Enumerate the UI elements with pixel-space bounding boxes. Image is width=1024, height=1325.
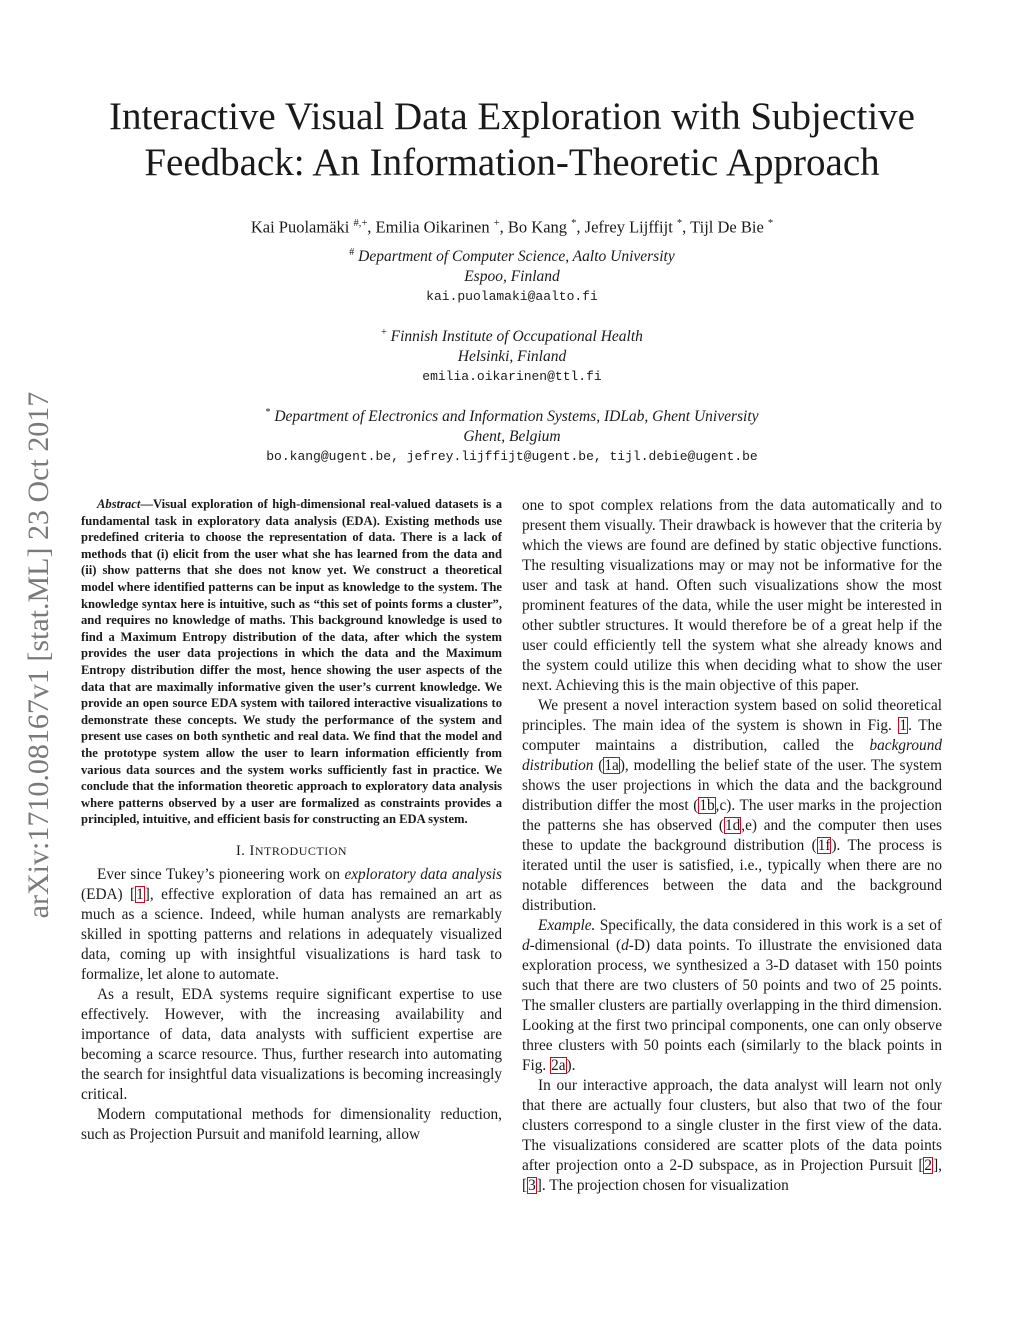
text-span: ], [: [522, 1157, 942, 1194]
affiliation-email[interactable]: kai.puolamaki@aalto.fi: [426, 289, 598, 305]
affiliation-department: Department of Computer Science, Aalto University: [358, 248, 675, 266]
figure-link[interactable]: 1f: [817, 837, 831, 854]
author-mark: #,+: [353, 218, 368, 229]
text-span: (: [593, 757, 604, 774]
text-span: Ever since Tukey’s pioneering work on: [97, 865, 345, 883]
affiliation-block: [60, 323, 964, 387]
text-span: ,c). The user marks in the projection the patterns she has observed (: [522, 797, 942, 834]
affiliation-place: Espoo, Finland: [464, 268, 560, 286]
affiliation-mark: +: [381, 327, 387, 338]
intro-paragraph: [81, 865, 502, 985]
author-mark: +: [493, 218, 500, 229]
arxiv-identifier: arXiv:1710.08167v1 [stat.ML] 23 Oct 2017: [22, 391, 55, 919]
abstract-lead: Abstract: [97, 497, 141, 511]
citation-link[interactable]: 1: [136, 885, 144, 903]
text-span: ).: [566, 1057, 576, 1074]
emphasis-text: exploratory data analysis: [344, 865, 502, 883]
author-name: Tijl De Bie: [690, 217, 764, 237]
text-span: -D) data points. To illustrate the envisioned data exploration process, we synthesized a 3-D dataset with 150 points such that there are two clusters of 50 points and two of 25 points. The smaller clusters are partially overlapping in the third dimension. Looking at the first two principal components, one can only observe three clusters with 50 points each (similarly to the black points in Fig.: [522, 937, 942, 1074]
intro-paragraph: Modern computational methods for dimensionality reduction, such as Projection Pursuit and manifold learning, allow: [81, 1105, 502, 1143]
text-span: ), modelling the belief state of the user. The system shows the user projections in which the data and the background distribution differ the most (: [522, 757, 942, 814]
text-span: ). The process is iterated until the user is satisfied, i.e., typically when there are no notable differences between the data and the background distribution.: [522, 837, 942, 914]
abstract-text: —Visual exploration of high-dimensional real-valued datasets is a fundamental task in exploratory data analysis (EDA). Existing methods use predefined criteria to choose the representation of data. There is a lack of methods that (i) elicit from the user what she has learned from the data and (ii) show patterns that she does not know yet. We construct a theoretical model where identified patterns can be input as knowledge to the system. The knowledge syntax here is intuitive, such as “this set of points forms a cluster”, and requires no knowledge of maths. This background knowledge is used to find a Maximum Entropy distribution of the data, after which the system provides the user data projections in which the data and the Maximum Entropy distribution differ the most, hence showing the user aspects of the data that are maximally informative given the user’s current knowledge. We provide an open source EDA system with tailored interactive visualizations to demonstrate these concepts. We study the performance of the system and present use cases on both synthetic and real data. We find that the model and the prototype system allow the user to learn information efficiently from various data sources and the system works sufficiently fast in practice. We conclude that the information theoretic approach to exploratory data analysis where patterns observed by a user are formalized as constraints provides a principled, intuitive, and efficient basis for constructing an EDA system.: [81, 497, 502, 827]
text-span: In our interactive approach, the data analyst will learn not only that there are actually four clusters, but also that two of the four clusters correspond to a single cluster in the first view of the data. The visualizations considered are scatter plots of the data points after projection onto a 2-D subspace, as in Projection Pursuit [: [522, 1077, 942, 1174]
body-paragraph: one to spot complex relations from the data automatically and to present them visually. Their drawback is however that the criteria by which the views are found are defined by static objective functions. The resulting visualizations may or may not be informative for the user and task at hand. Often such visualizations show the most prominent features of the data, while the user might be interested in other subtler structures. It would therefore be of a great help if the user could efficiently tell the system what she already knows and the system could utilize this when deciding what to show the user next. Achieving this is the main objective of this paper.: [522, 497, 942, 694]
affiliation-department: Department of Electronics and Information Systems, IDLab, Ghent University: [274, 408, 759, 426]
text-span: Specifically, the data considered in this work is a set of: [595, 917, 942, 934]
section-heading: [81, 841, 502, 861]
affiliation-email[interactable]: emilia.oikarinen@ttl.fi: [422, 369, 602, 385]
figure-link[interactable]: 1a: [604, 757, 619, 774]
text-span: -dimensional (: [529, 937, 622, 954]
affiliation-place: Ghent, Belgium: [463, 428, 561, 446]
section-first-letter: I: [249, 842, 255, 859]
affiliation-email[interactable]: bo.kang@ugent.be, jefrey.lijffijt@ugent.be, tijl.debie@ugent.be: [266, 449, 758, 465]
figure-link[interactable]: 1d: [724, 817, 741, 834]
author-name: Kai Puolamäki: [250, 217, 350, 237]
section-number: I.: [235, 842, 246, 859]
author-list: Kai Puolamäki #,+, Emilia Oikarinen +, Bo Kang *, Jefrey Lijffijt *, Tijl De Bie *: [250, 217, 774, 237]
author-mark: *: [676, 218, 683, 229]
right-column: [522, 496, 942, 1196]
paper-title: Interactive Visual Data Exploration with Subjective Feedback: An Information-Theoretic Approach: [109, 95, 915, 184]
text-span: ], effective exploration of data has remained an art as much as a science. Indeed, while human analysts are remarkably skilled in spotting patterns and relations in adequately visualized data, coming up with insightful visualizations is hard task to formalize, let alone to automate.: [81, 885, 502, 983]
math-variable: d: [522, 937, 530, 954]
citation-link[interactable]: 3: [528, 1177, 536, 1194]
affiliation-block: [60, 243, 964, 307]
affiliation-mark: *: [265, 407, 271, 418]
figure-link[interactable]: 1: [899, 717, 908, 734]
author-name: Emilia Oikarinen: [375, 217, 490, 237]
intro-paragraph: As a result, EDA systems require significant expertise to use effectively. However, with the increasing availability and importance of data, data analysts with sufficient expertise are becoming a scarce resource. Thus, further research into automating the search for insightful data visualizations is becoming increasingly critical.: [81, 985, 502, 1103]
text-span: ]. The projection chosen for visualization: [536, 1177, 789, 1194]
figure-link[interactable]: 1b: [699, 797, 715, 814]
affiliation-block: [60, 403, 964, 467]
section-title: NTRODUCTION: [254, 843, 348, 858]
math-variable: d: [621, 937, 629, 954]
affiliation-department: Finnish Institute of Occupational Health: [390, 328, 643, 346]
author-name: Bo Kang: [507, 217, 568, 237]
abstract: [81, 496, 502, 828]
text-span: . The computer maintains a distribution, called the: [522, 717, 942, 754]
left-column: [81, 496, 502, 1145]
citation-link[interactable]: 2: [924, 1157, 933, 1174]
author-mark: *: [571, 218, 577, 229]
author-name: Jefrey Lijffijt: [584, 217, 673, 237]
text-span: ,e) and the computer then uses these to update the background distribution (: [522, 817, 942, 854]
author-mark: *: [767, 218, 774, 229]
affiliation-mark: #: [349, 247, 355, 258]
figure-link[interactable]: 2a: [551, 1057, 566, 1074]
body-paragraph: [522, 696, 942, 916]
affiliation-place: Helsinki, Finland: [457, 348, 567, 366]
body-paragraph: [522, 916, 942, 1076]
emphasis-text: Example.: [538, 917, 596, 934]
emphasis-text: background distribution: [522, 737, 942, 774]
text-span: We present a novel interaction system based on solid theoretical principles. The main idea of the system is shown in Fig.: [522, 697, 942, 734]
text-span: (EDA) [: [81, 885, 136, 903]
body-paragraph: [522, 1076, 942, 1196]
